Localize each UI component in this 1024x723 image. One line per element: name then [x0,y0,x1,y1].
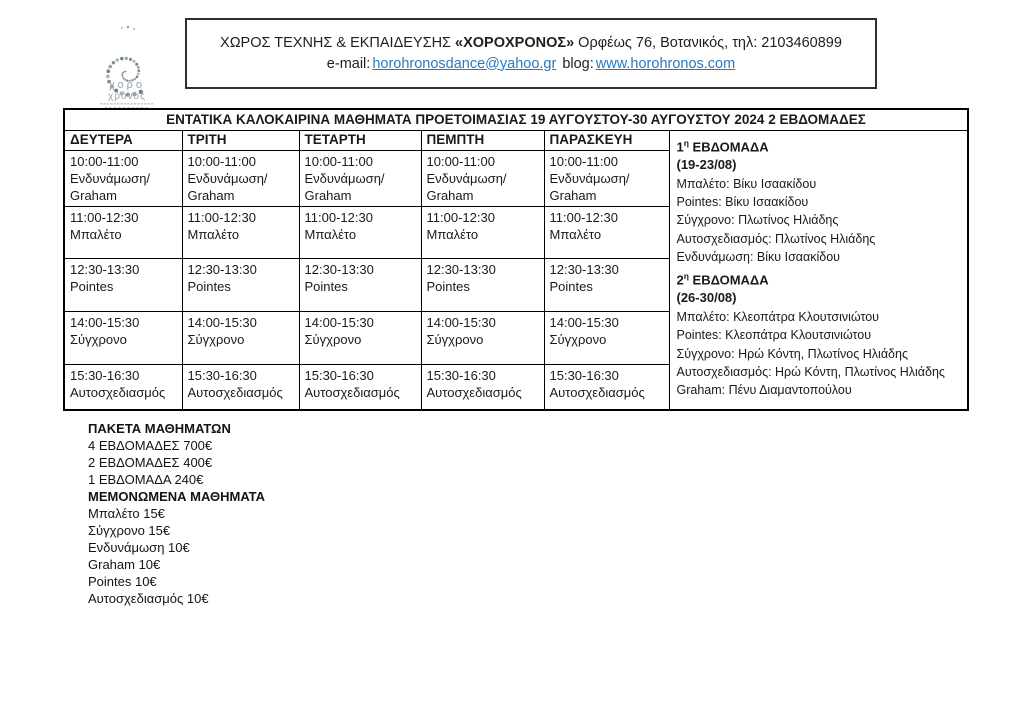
class-name: Σύγχρονο [70,331,127,347]
class-cell [421,364,544,410]
class-cell [544,206,669,258]
week-info-line: (19-23/08) [676,157,737,173]
org-name: ΧΩΡΟΣ ΤΕΧΝΗΣ & ΕΚΠΑΙΔΕΥΣΗΣ [220,34,456,51]
class-cell [299,258,421,311]
week-info-line: Αυτοσχεδιασμός: Ηρώ Κόντη, Πλωτίνος Ηλιάδης [676,365,945,380]
single-class-item: Αυτοσχεδιασμός 10€ [88,591,209,606]
single-class-item: Σύγχρονο 15€ [88,523,171,538]
class-cell [182,258,299,311]
class-name: Graham [304,187,352,203]
class-name: Ενδυνάμωση/ [304,170,385,186]
class-name: Graham [70,187,117,203]
class-time: 14:00-15:30 [70,314,140,330]
class-name: Graham [426,187,474,203]
class-cell [421,258,544,311]
logo-text-1: χορο [109,79,145,91]
class-name: Ενδυνάμωση/ [426,170,507,186]
single-class-item: Pointes 10€ [88,574,157,589]
week-info-line: (26-30/08) [676,290,737,306]
class-cell [64,311,182,364]
class-name: Μπαλέτο [70,226,122,242]
class-cell [64,364,182,410]
logo [92,24,162,112]
class-name: Αυτοσχεδιασμός [426,384,522,400]
week-info-line: Μπαλέτο: Βίκυ Ισαακίδου [676,176,817,191]
package-item: 2 ΕΒΔΟΜΑΔΕΣ 400€ [88,455,213,470]
title-row [64,109,968,130]
class-cell [64,206,182,258]
single-class-item: Ενδυνάμωση 10€ [88,540,190,555]
class-time: 11:00-12:30 [304,209,373,225]
class-name: Αυτοσχεδιασμός [187,384,283,400]
packages-title: ΠΑΚΕΤΑ ΜΑΘΗΜΑΤΩΝ [88,421,231,436]
class-time: 15:30-16:30 [70,367,140,383]
package-item: 4 ΕΒΔΟΜΑΔΕΣ 700€ [88,438,213,453]
class-cell [64,258,182,311]
day-header: ΔΕΥΤΕΡΑ [64,130,182,150]
class-cell [299,364,421,410]
class-name: Σύγχρονο [187,331,245,347]
day-header: ΠΕΜΠΤΗ [421,130,544,150]
week-info-line: Σύγχρονο: Πλωτίνος Ηλιάδης [676,213,839,228]
class-name: Pointes [304,278,348,294]
class-time: 15:30-16:30 [304,367,374,383]
week-info-line: Graham: Πένυ Διαμαντοπούλου [676,383,852,398]
class-time: 11:00-12:30 [70,209,139,225]
package-item: 1 ΕΒΔΟΜΑΔΑ 240€ [88,472,204,487]
day-header: ΤΡΙΤΗ [182,130,299,150]
class-cell [421,206,544,258]
org-address-phone: Ορφέως 76, Βοτανικός, τηλ: 2103460899 [574,34,842,51]
class-time: 15:30-16:30 [426,367,496,383]
schedule-title: ΕΝΤΑΤΙΚΑ ΚΑΛΟΚΑΙΡΙΝΑ ΜΑΘΗΜΑΤΑ ΠΡΟΕΤΟΙΜΑΣΙΑΣ 19 ΑΥΓΟΥΣΤΟΥ-30 ΑΥΓΟΥΣΤΟΥ 2024 2 ΕΒΔΟΜΑΔΕΣ [64,109,968,130]
day-header-row [64,130,968,150]
class-name: Μπαλέτο [304,226,357,242]
single-class-item: Μπαλέτο 15€ [88,506,165,521]
class-name: Αυτοσχεδιασμός [549,384,645,400]
class-time: 10:00-11:00 [304,153,373,169]
class-cell [544,311,669,364]
class-cell [182,150,299,206]
class-name: Pointes [426,278,470,294]
class-cell [544,150,669,206]
class-cell [299,206,421,258]
class-name: Pointes [549,278,593,294]
class-cell [64,150,182,206]
class-cell [182,364,299,410]
week-info-line: $1^\eta$ ΕΒΔΟΜΑΔΑ [676,137,769,154]
class-time: 14:00-15:30 [187,314,257,330]
class-name: Ενδυνάμωση/ [549,170,630,186]
singles-title: ΜΕΜΟΝΩΜΕΝΑ ΜΑΘΗΜΑΤΑ [88,489,266,504]
class-cell [544,364,669,410]
class-time: 10:00-11:00 [426,153,495,169]
singles-list [88,505,265,607]
class-time: 12:30-13:30 [426,261,496,277]
class-cell [299,311,421,364]
class-time: 12:30-13:30 [70,261,140,277]
class-time: 10:00-11:00 [187,153,256,169]
blog-link[interactable]: www.horohronos.com [595,55,736,72]
class-time: 15:30-16:30 [549,367,619,383]
class-cell [182,311,299,364]
packages-list [88,437,265,488]
week-info-line: Σύγχρονο: Ηρώ Κόντη, Πλωτίνος Ηλιάδης [676,346,908,361]
class-time: 12:30-13:30 [304,261,374,277]
class-name: Αυτοσχεδιασμός [70,384,166,400]
class-name: Μπαλέτο [426,226,479,242]
week-info-line: $2^\eta$ ΕΒΔΟΜΑΔΑ [676,270,769,287]
class-cell [299,150,421,206]
class-time: 15:30-16:30 [187,367,257,383]
contact-line-2 [327,54,735,75]
class-name: Σύγχρονο [304,331,362,347]
schedule-table [63,108,969,411]
single-class-item: Graham 10€ [88,557,161,572]
class-time: 11:00-12:30 [187,209,256,225]
class-time: 14:00-15:30 [426,314,496,330]
day-header: ΠΑΡΑΣΚΕΥΗ [544,130,669,150]
class-time: 10:00-11:00 [549,153,618,169]
class-time: 11:00-12:30 [549,209,618,225]
class-name: Pointes [70,278,114,294]
week-info-line: Pointes: Βίκυ Ισαακίδου [676,195,809,210]
class-name: Graham [187,187,235,203]
class-cell [182,206,299,258]
logo-text-2: χρόνος [108,91,146,102]
class-name: Σύγχρονο [549,331,607,347]
class-name: Ενδυνάμωση/ [187,170,268,186]
brand-name: «ΧΟΡΟΧΡΟΝΟΣ» [455,34,575,51]
contact-line-1 [220,33,842,54]
class-name: Σύγχρονο [426,331,484,347]
week-info-line: Pointes: Κλεοπάτρα Κλουτσινιώτου [676,328,872,343]
class-name: Μπαλέτο [187,226,240,242]
class-time: 12:30-13:30 [549,261,619,277]
week-info-line: Αυτοσχεδιασμός: Πλωτίνος Ηλιάδης [676,231,876,246]
class-time: 12:30-13:30 [187,261,257,277]
week-info-line: Μπαλέτο: Κλεοπάτρα Κλουτσινιώτου [676,309,880,324]
class-name: Graham [549,187,597,203]
class-cell [421,311,544,364]
class-name: Pointes [187,278,231,294]
contact-box [185,18,877,89]
class-name: Ενδυνάμωση/ [70,170,151,186]
pricing-section [88,420,265,607]
email-label: e-mail: [326,55,371,72]
class-time: 14:00-15:30 [304,314,374,330]
day-header: ΤΕΤΑΡΤΗ [299,130,421,150]
class-name: Μπαλέτο [549,226,602,242]
blog-label: blog: [562,55,594,72]
logo-graphic [92,24,162,112]
week-info-cell [669,130,968,410]
class-time: 11:00-12:30 [426,209,495,225]
class-cell [544,258,669,311]
class-cell [421,150,544,206]
class-name: Αυτοσχεδιασμός [304,384,400,400]
class-time: 14:00-15:30 [549,314,619,330]
class-time: 10:00-11:00 [70,153,139,169]
email-link[interactable]: horohronosdance@yahoo.gr [372,55,557,72]
week-info-line: Ενδυνάμωση: Βίκυ Ισαακίδου [676,250,841,265]
